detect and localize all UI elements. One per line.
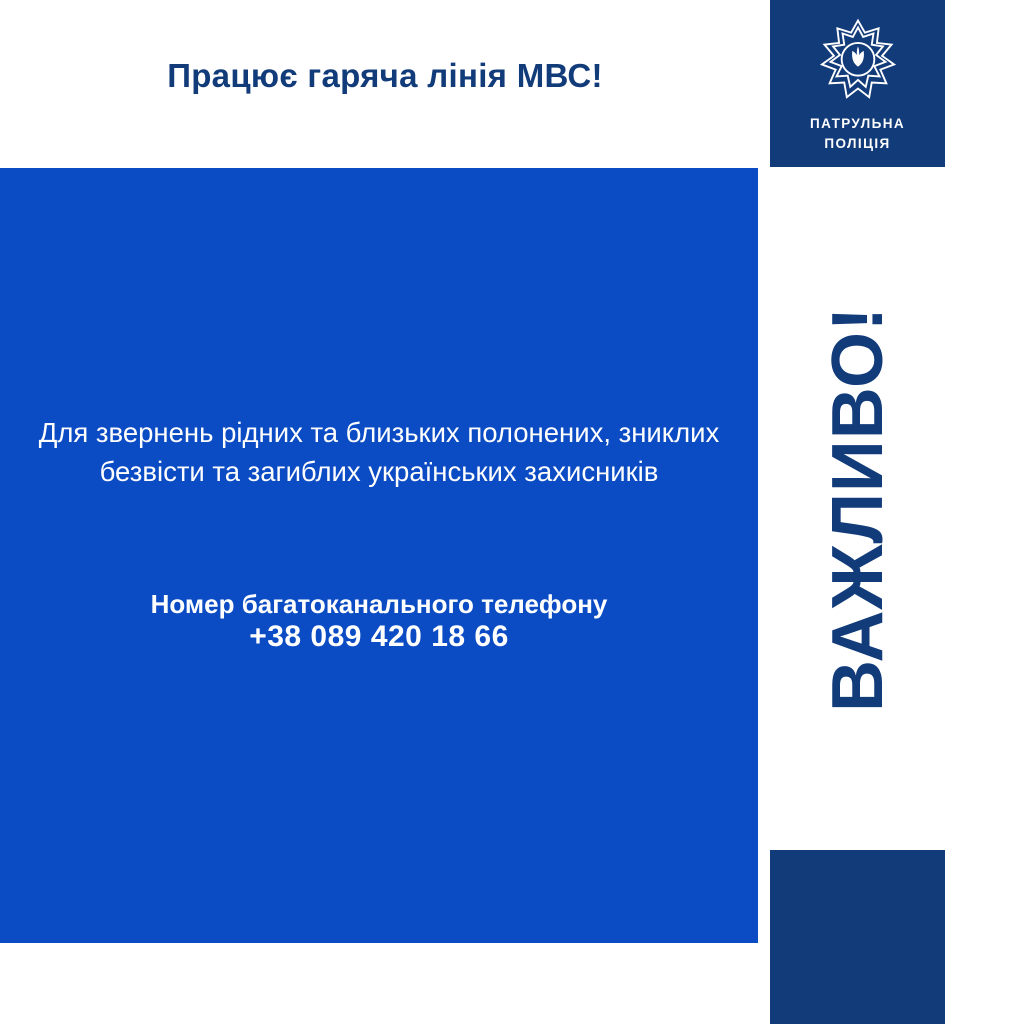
page-title: Працює гаряча лінія МВС! xyxy=(167,57,603,94)
logo-line-2: ПОЛІЦІЯ xyxy=(824,135,891,151)
body-text: Для звернень рідних та близьких полонених, зниклих безвісти та загиблих українських захисників xyxy=(38,417,720,488)
phone-number: +38 089 420 18 66 xyxy=(249,620,509,653)
vertical-callout xyxy=(770,167,945,850)
vertical-callout-text: ВАЖЛИВО! xyxy=(817,305,898,712)
logo-line-1: ПАТРУЛЬНА xyxy=(809,116,905,131)
phone-label: Номер багатоканального телефону xyxy=(150,589,608,619)
bottom-white-margin xyxy=(0,943,770,1024)
logo-block xyxy=(770,0,945,167)
main-blue-panel xyxy=(0,168,758,943)
logo-wordmark xyxy=(770,114,945,153)
bottom-right-accent-block xyxy=(770,850,945,1024)
right-white-margin xyxy=(945,0,1024,1024)
police-star-badge-icon xyxy=(815,18,901,104)
